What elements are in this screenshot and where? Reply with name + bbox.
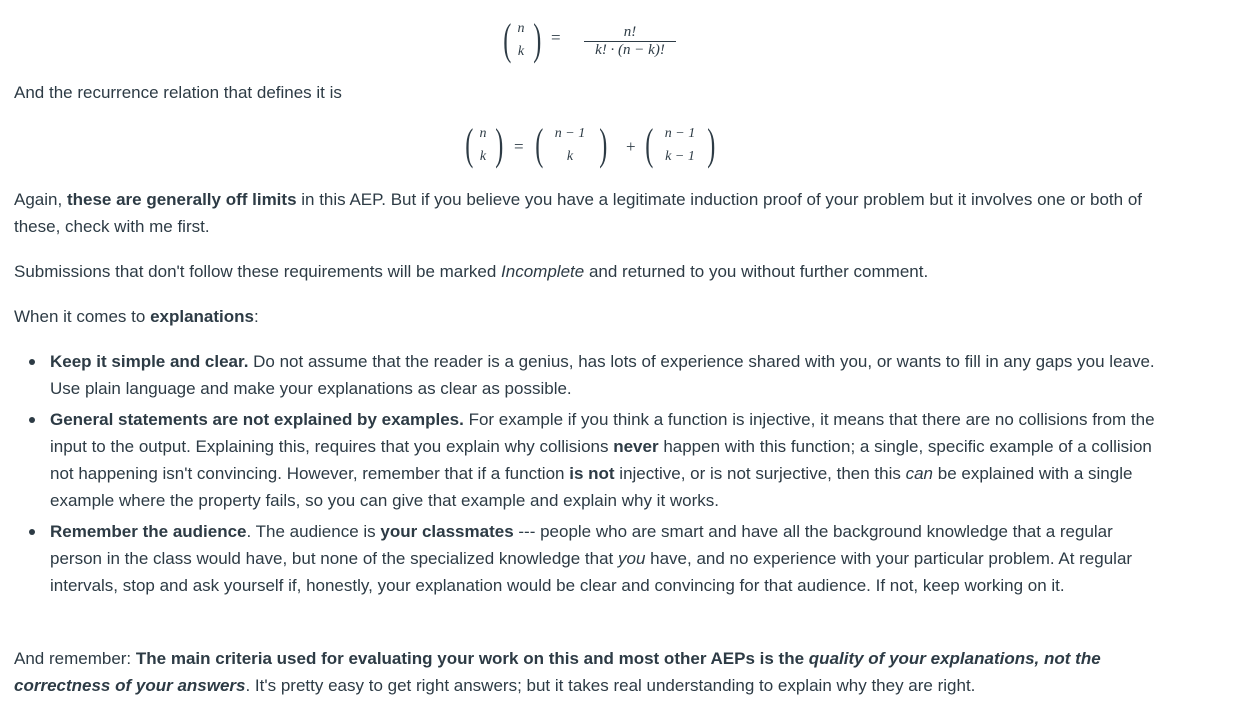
text: For example if you think a function is injective, it means that there are no collisions from the input to the output. Explaining this, requires that you explain why collisions — [50, 410, 1155, 456]
right-paren: ) — [495, 120, 504, 169]
binomial-definition-equation — [500, 15, 670, 64]
text: and returned to you without further comment. — [584, 262, 929, 281]
left-paren: ( — [535, 120, 544, 169]
bold-text: General statements are not explained by examples. — [50, 410, 464, 429]
text: --- people who are smart and have all the background knowledge that a regular person in the class would have, but none of the specialized knowledge that — [50, 522, 1113, 568]
bold-italic-text: quality of your explanations, not the correctness of your answers — [14, 649, 1101, 695]
fraction-numerator: n! — [623, 24, 637, 40]
text: . The audience is — [246, 522, 381, 541]
italic-text: can — [905, 464, 934, 483]
text: injective, or is not surjective, then this — [614, 464, 906, 483]
right-paren: ) — [533, 15, 542, 64]
right-paren: ) — [599, 120, 608, 169]
left-paren: ( — [645, 120, 654, 169]
text: And remember: — [14, 649, 136, 668]
text: happen with this function; a single, specific example of a collision not happening isn't convincing. However, remember that if a function — [50, 437, 1152, 483]
binom-top: n — [517, 21, 525, 36]
list-item — [50, 348, 1162, 402]
text: Do not assume that the reader is a genius, has lots of experience shared with you, or wants to fill in any gaps you leave. Use plain language and make your explanations as clear as possible. — [50, 352, 1155, 398]
bold-text: Remember the audience — [50, 522, 247, 541]
left-paren: ( — [503, 15, 512, 64]
binom-bottom: k — [517, 44, 525, 59]
text: Again, — [14, 190, 67, 209]
lhs-top: n — [479, 126, 487, 141]
italic-text: you — [617, 549, 646, 568]
lhs-bottom: k — [479, 149, 487, 164]
text: : — [253, 307, 259, 326]
italic-text: Incomplete — [501, 262, 585, 281]
plus-sign: + — [626, 137, 636, 156]
explanation-rules-list — [14, 348, 1162, 603]
bold-text: Keep it simple and clear. — [50, 352, 249, 371]
fraction-denominator: k! · (n − k)! — [595, 42, 665, 58]
right-paren: ) — [707, 120, 716, 169]
bold-text: explanations — [150, 307, 254, 326]
list-item — [50, 518, 1162, 599]
bold-text: is not — [569, 464, 615, 483]
text: be explained with a single example where the property fails, so you can give that example and explain why it works. — [50, 464, 1133, 510]
bold-text: never — [613, 437, 659, 456]
left-paren: ( — [465, 120, 474, 169]
remember-paragraph — [14, 645, 1164, 699]
text: Submissions that don't follow these requirements will be marked — [14, 262, 502, 281]
recurrence-equation — [462, 120, 722, 169]
text: have, and no experience with your particular problem. At regular intervals, stop and ask yourself if, honestly, your explanation would be clear and convincing for that audience. If not, keep working on it. — [50, 549, 1133, 595]
text: When it comes to — [14, 307, 151, 326]
text: in this AEP. But if you believe you have a legitimate induction proof of your problem but it involves one or both of these, check with me first. — [14, 190, 1142, 236]
term1-bottom: k — [566, 149, 574, 164]
explanations-intro — [14, 303, 259, 330]
equals-sign: = — [514, 137, 524, 156]
list-item — [50, 406, 1162, 514]
bold-text: your classmates — [380, 522, 514, 541]
recurrence-intro: And the recurrence relation that defines it is — [14, 83, 342, 102]
term2-bottom: k − 1 — [665, 149, 695, 164]
bold-text: The main criteria used for evaluating your work on this and most other AEPs is the — [135, 649, 809, 668]
term1-top: n − 1 — [554, 126, 586, 141]
term2-top: n − 1 — [664, 126, 696, 141]
submissions-paragraph — [14, 258, 928, 285]
bold-text: these are generally off limits — [66, 190, 297, 209]
equals-sign: = — [551, 28, 561, 47]
text: . It's pretty easy to get right answers; but it takes real understanding to explain why they are right. — [245, 676, 976, 695]
off-limits-paragraph — [14, 186, 1164, 240]
